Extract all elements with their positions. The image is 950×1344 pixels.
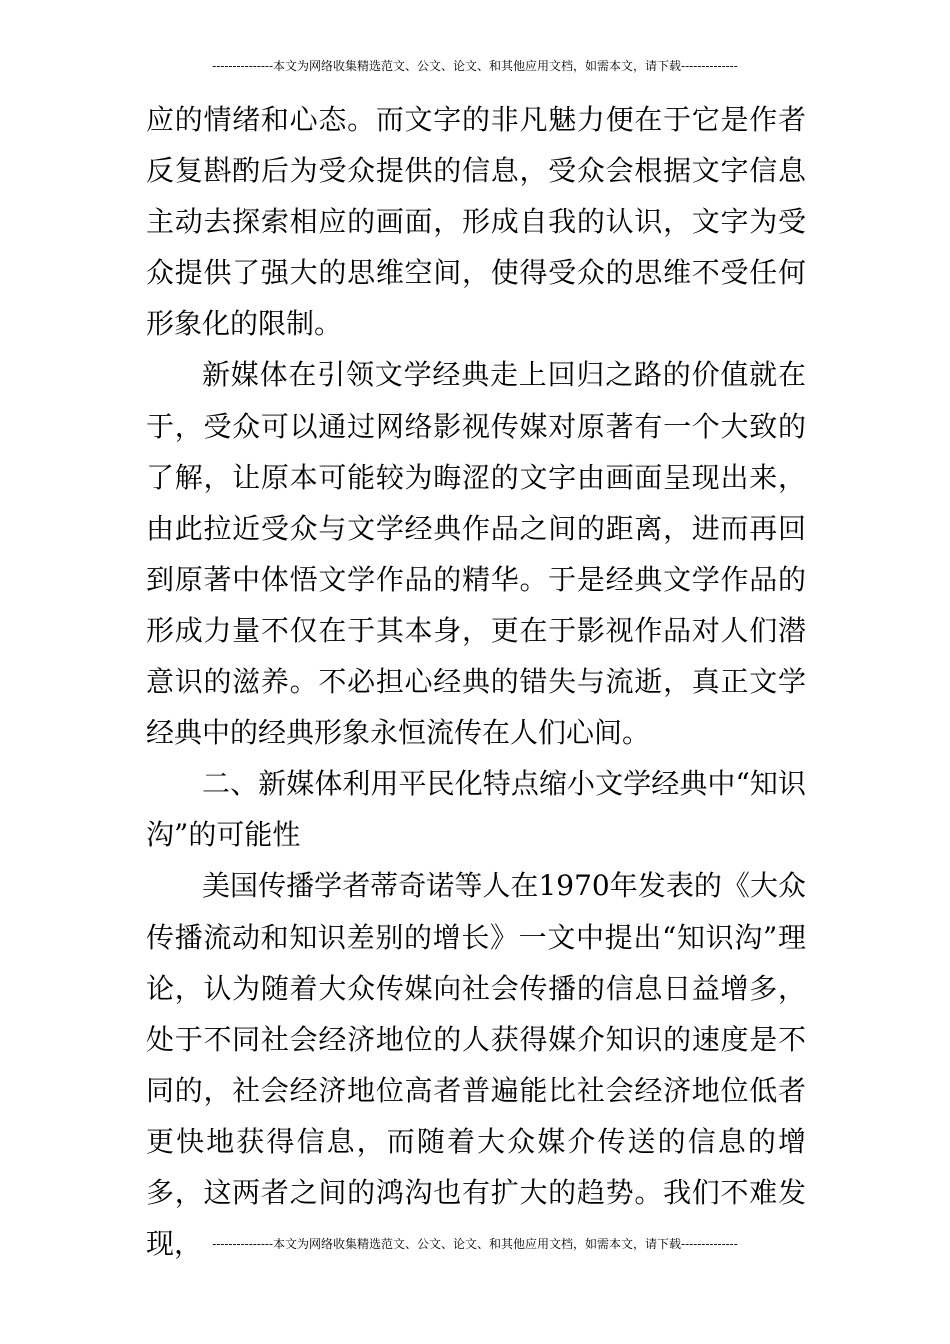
page-footer: ---------------本文为网络收集精选范文、公文、论文、和其他应用文档，如需本文，请下载-------------- (212, 1237, 738, 1251)
section-heading: 二、新媒体利用平民化特点缩小文学经典中“知识沟”的可能性 (146, 767, 806, 852)
paragraph-3: 美国传播学者蒂奇诺等人在1970年发表的《大众传播流动和知识差别的增长》一文中提出“知识沟”理论，认为随着大众传媒向社会传播的信息日益增多，处于不同社会经济地位的人获得媒介知识的速度是不同的，社会经济地位高者普遍能比社会经济地位低者更快地获得信息，而随着大众媒介传送的信息的增多，这两者之间的鸿沟也有扩大的趋势。我们不难发现， (146, 869, 806, 1261)
page-header: ---------------本文为网络收集精选范文、公文、论文、和其他应用文档，如需本文，请下载-------------- (212, 59, 738, 73)
document-body (146, 94, 806, 1269)
paragraph-2: 新媒体在引领文学经典走上回归之路的价值就在于，受众可以通过网络影视传媒对原著有一个大致的了解，让原本可能较为晦涩的文字由画面呈现出来，由此拉近受众与文学经典作品之间的距离，进而再回到原著中体悟文学作品的精华。于是经典文学作品的形成力量不仅在于其本身，更在于影视作品对人们潜意识的滋养。不必担心经典的错失与流逝，真正文学经典中的经典形象永恒流传在人们心间。 (146, 358, 806, 750)
paragraph-1: 应的情绪和心态。而文字的非凡魅力便在于它是作者反复斟酌后为受众提供的信息，受众会根据文字信息主动去探索相应的画面，形成自我的认识，文字为受众提供了强大的思维空间，使得受众的思维不受任何形象化的限制。 (146, 103, 806, 341)
